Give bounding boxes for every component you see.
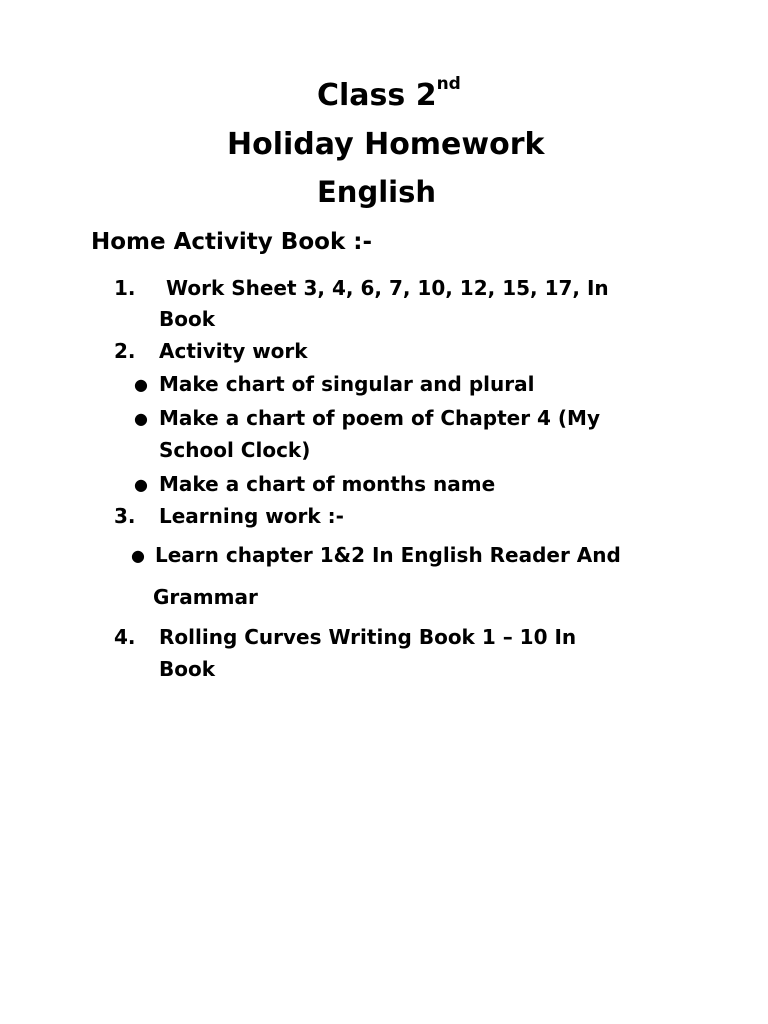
title-class xyxy=(317,74,461,113)
item-3-text: Learning work :- xyxy=(159,504,344,528)
bullet-icon: ● xyxy=(134,475,148,494)
item-3-number: 3. xyxy=(114,504,136,528)
item-2-bullet-2-line-2: School Clock) xyxy=(159,438,311,462)
bullet-icon: ● xyxy=(134,375,148,394)
item-2-bullet-2-line-1: Make a chart of poem of Chapter 4 (My xyxy=(159,406,600,430)
bullet-icon: ● xyxy=(134,409,148,428)
title-subject: English xyxy=(317,175,437,209)
title-holiday-homework: Holiday Homework xyxy=(227,127,545,162)
item-2-bullet-1-line-1: Make chart of singular and plural xyxy=(159,372,535,396)
item-1-line-1: Work Sheet 3, 4, 6, 7, 10, 12, 15, 17, In xyxy=(166,276,609,300)
bullet-icon: ● xyxy=(131,546,145,565)
item-4-line-2: Book xyxy=(159,657,216,681)
item-3-bullet-1-line-1: Learn chapter 1&2 In English Reader And xyxy=(155,543,621,567)
section-heading: Home Activity Book :- xyxy=(91,229,372,255)
item-3-bullet-1-line-2: Grammar xyxy=(153,585,258,609)
item-4-line-1: Rolling Curves Writing Book 1 – 10 In xyxy=(159,625,577,649)
item-1-number: 1. xyxy=(114,276,136,300)
item-4-number: 4. xyxy=(114,625,136,649)
title-class-main: Class 2 xyxy=(317,78,437,113)
item-2-text: Activity work xyxy=(159,339,308,363)
title-class-superscript: nd xyxy=(436,74,461,94)
item-1-line-2: Book xyxy=(159,307,216,331)
item-2-number: 2. xyxy=(114,339,136,363)
item-2-bullet-3-line-1: Make a chart of months name xyxy=(159,472,496,496)
